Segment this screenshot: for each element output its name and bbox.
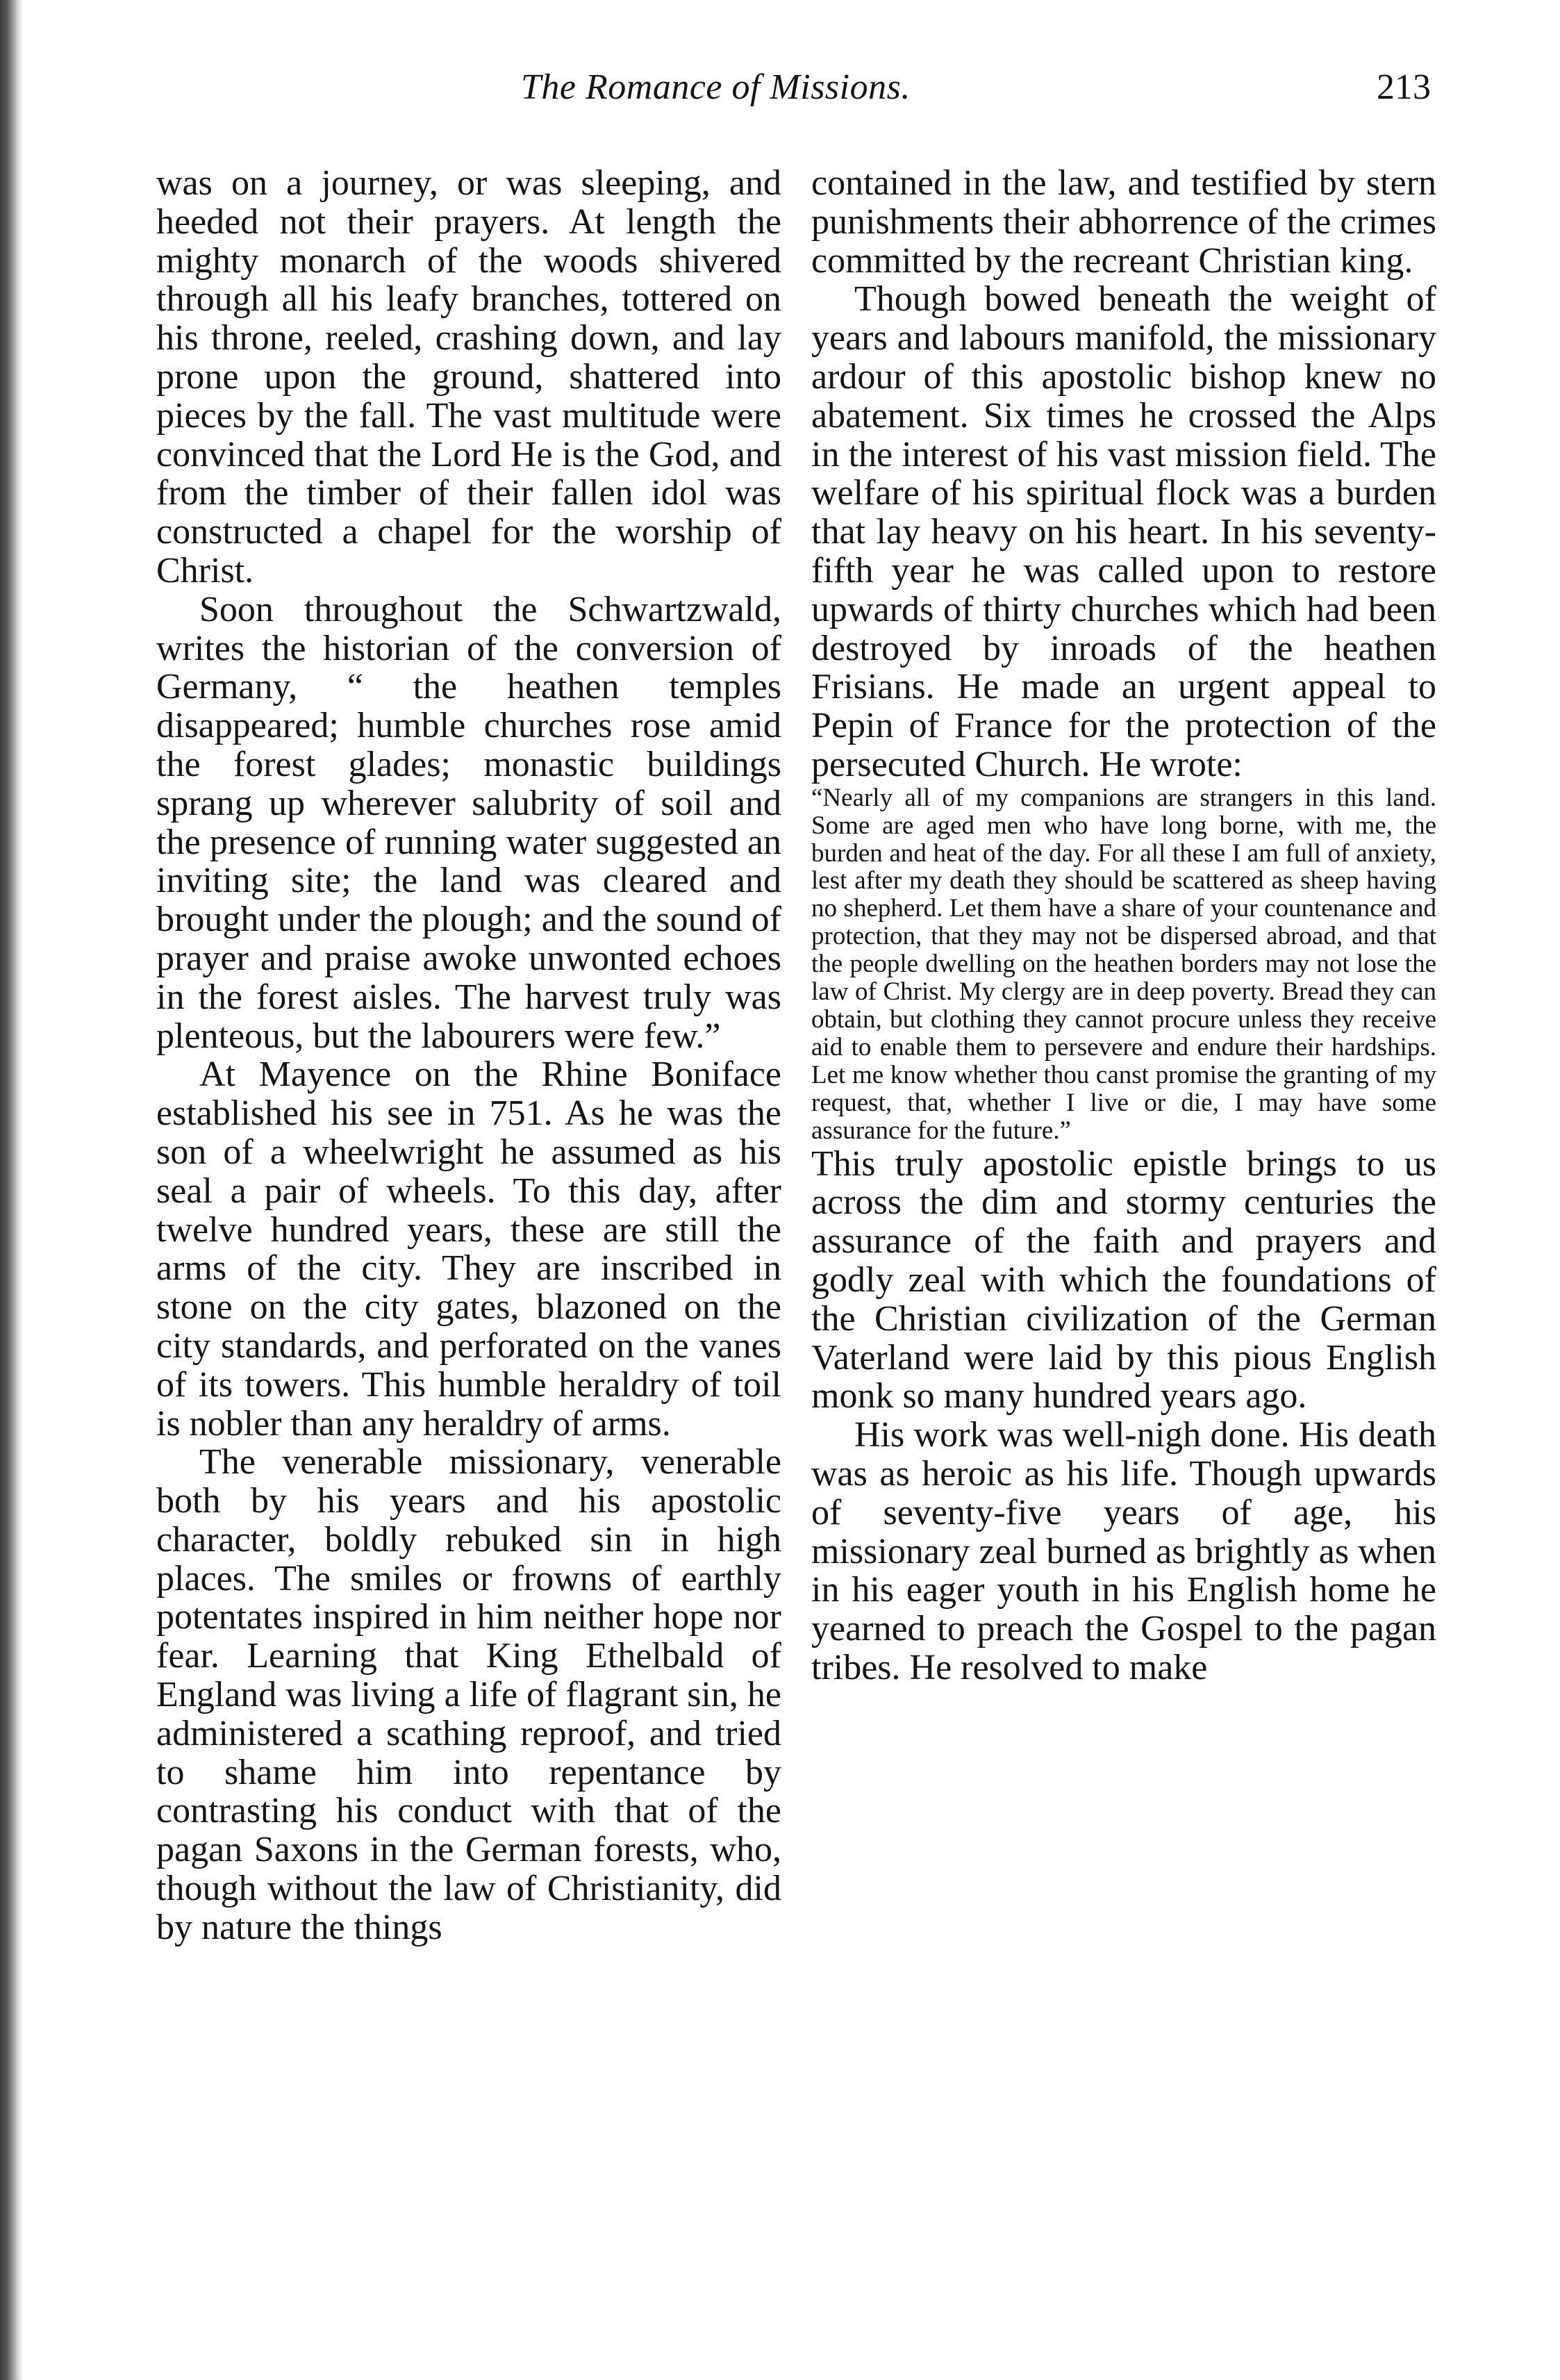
page-number: 213 [1377, 67, 1431, 107]
block-quote: “Nearly all of my companions are strangers in this land. Some are aged men who have long borne, with me, the burden and heat of the day. For all these I am full of anxiety, lest after my death they should be scattered as sheep having no shepherd. Let them have a share of your countenance and protection, that they may not be dispersed abroad, and that the people dwelling on the heathen borders may not lose the law of Christ. My clergy are in deep poverty. Bread they can obtain, but clothing they cannot procure unless they receive aid to enable them to persevere and endure their hardships. Let me know whether thou canst promise the granting of my request, that, whether I live or die, I may have some assurance for the future.” [811, 783, 1436, 1145]
paragraph: Soon throughout the Schwartzwald, writes the historian of the conversion of Germany, “ the heathen temples disappeared; humble churches rose amid the forest glades; monastic buildings sprang up wherever salubrity of soil and the presence of running water suggested an inviting site; the land was cleared and brought under the plough; and the sound of prayer and praise awoke unwonted echoes in the forest aisles. The harvest truly was plenteous, but the labourers were few.” [156, 589, 781, 1056]
paragraph: was on a journey, or was sleeping, and heeded not their prayers. At length the mighty monarch of the woods shivered through all his leafy branches, tottered on his throne, reeled, crashing down, and lay prone upon the ground, shattered into pieces by the fall. The vast multitude were convinced that the Lord He is the God, and from the timber of their fallen idol was constructed a chapel for the worship of Christ. [156, 163, 781, 590]
paragraph: contained in the law, and testified by stern punishments their abhorrence of the crimes committed by the recreant Christian king. [811, 163, 1436, 281]
paragraph: Though bowed beneath the weight of years and labours manifold, the missionary ardour of this apostolic bishop knew no abatement. Six times he crossed the Alps in the interest of his vast mission field. The welfare of his spiritual flock was a burden that lay heavy on his heart. In his seventy-fifth year he was called upon to restore upwards of thirty churches which had been destroyed by inroads of the heathen Frisians. He made an urgent appeal to Pepin of France for the protection of the persecuted Church. He wrote: [811, 279, 1436, 784]
running-head [160, 67, 1431, 122]
paragraph: At Mayence on the Rhine Boniface established his see in 751. As he was the son of a wheelwright he assumed as his seal a pair of wheels. To this day, after twelve hundred years, these are still the arms of the city. They are inscribed in stone on the city gates, blazoned on the city standards, and perforated on the vanes of its towers. This humble heraldry of toil is nobler than any heraldry of arms. [156, 1055, 781, 1444]
paragraph: His work was well-nigh done. His death was as heroic as his life. Though upwards of seventy-five years of age, his missionary zeal burned as brightly as when in his eager youth in his English home he yearned to preach the Gospel to the pagan tribes. He resolved to make [811, 1415, 1436, 1687]
paragraph: The venerable missionary, venerable both by his years and his apostolic character, boldly rebuked sin in high places. The smiles or frowns of earthly potentates inspired in him neither hope nor fear. Learning that King Ethelbald of England was living a life of flagrant sin, he administered a scathing reproof, and tried to shame him into repentance by contrasting his conduct with that of the pagan Saxons in the German forests, who, though without the law of Christianity, did by nature the things [156, 1442, 781, 1947]
right-column [811, 164, 1436, 1687]
paragraph: This truly apostolic epistle brings to us across the dim and stormy centuries the assurance of the faith and prayers and godly zeal with which the foundations of the Christian civilization of the German Vaterland were laid by this pious English monk so many hundred years ago. [811, 1143, 1436, 1416]
book-binding-edge [0, 0, 24, 2380]
running-title: The Romance of Missions. [521, 67, 911, 107]
left-column [156, 164, 781, 1947]
